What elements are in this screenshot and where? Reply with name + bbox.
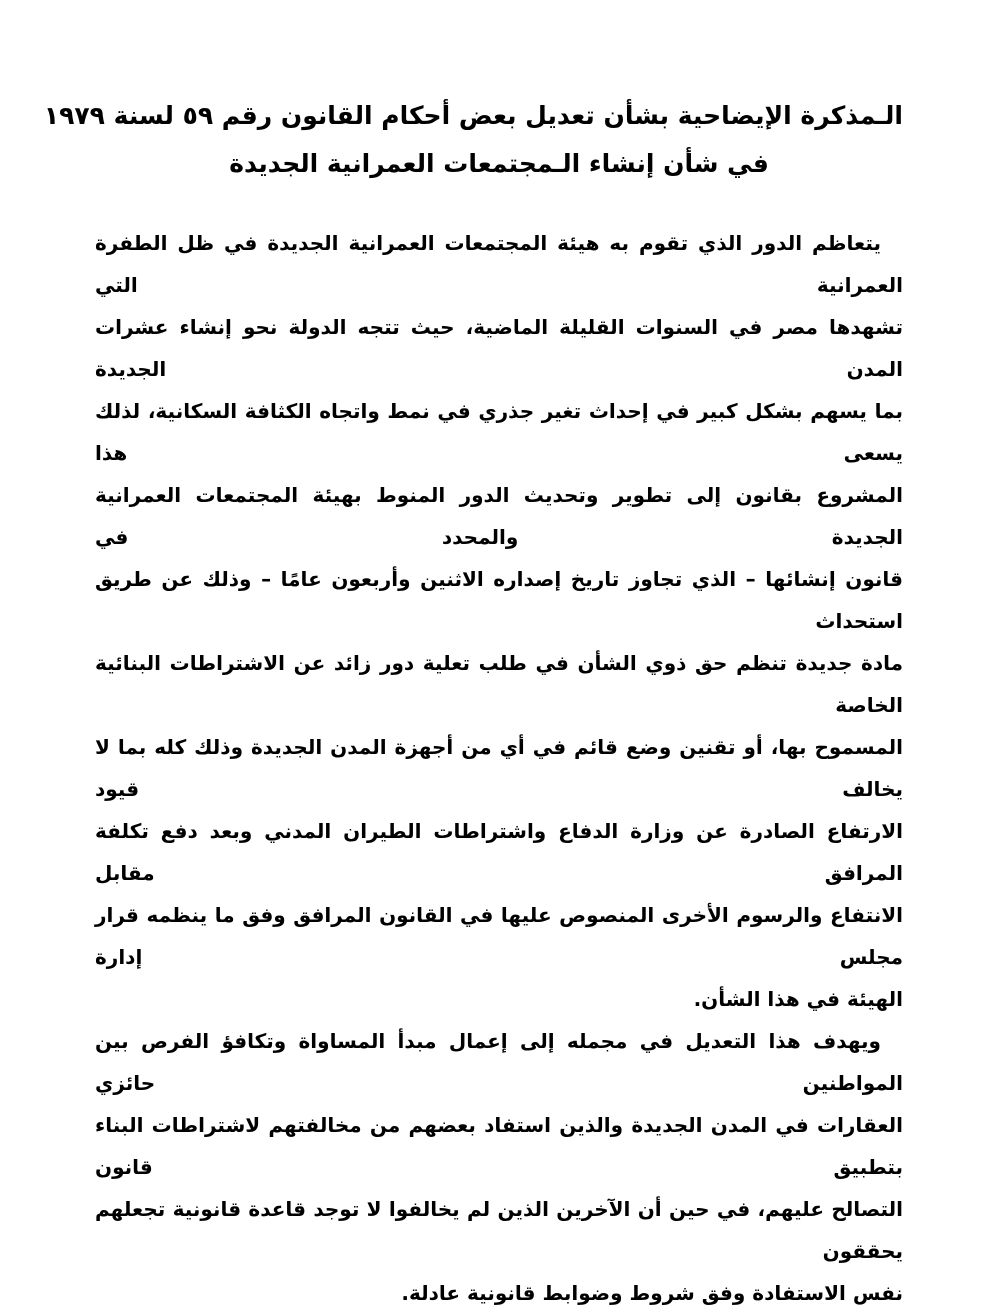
paragraph-line: المسموح بها، أو تقنين وضع قائم في أي من أجهزة المدن الجديدة وذلك كله بما لا يخالف قيود [95,735,903,801]
paragraph-line: التصالح عليهم، في حين أن الآخرين الذين لم يخالفوا لا توجد قاعدة قانونية تجعلهم يحققون [95,1197,903,1263]
paragraph-line: بما يسهم بشكل كبير في إحداث تغير جذري في نمط واتجاه الكثافة السكانية، لذلك يسعى هذا [95,399,903,465]
paragraph-line: المشروع بقانون إلى تطوير وتحديث الدور المنوط بهيئة المجتمعات العمرانية الجديدة والمحدد في [95,483,903,549]
paragraph-line: تشهدها مصر في السنوات القليلة الماضية، حيث تتجه الدولة نحو إنشاء عشرات المدن الجديدة [95,315,903,381]
paragraph-line: نفس الاستفادة وفق شروط وضوابط قانونية عادلة. [401,1281,903,1305]
paragraph-line: العقارات في المدن الجديدة والذين استفاد بعضهم من مخالفتهم لاشتراطات البناء بتطبيق قانون [95,1113,903,1179]
paragraph-line: ويهدف هذا التعديل في مجمله إلى إعمال مبدأ المساواة وتكافؤ الفرص بين المواطنين حائزي [95,1029,903,1095]
paragraph-2 [95,1020,903,1314]
paragraph-line: الارتفاع الصادرة عن وزارة الدفاع واشتراطات الطيران المدني وبعد دفع تكلفة المرافق مقابل [95,819,903,885]
title-line-2: في شأن إنشاء الـمجتمعات العمرانية الجديدة [229,149,769,178]
paragraph-line: الهيئة في هذا الشأن. [693,987,903,1011]
paragraph-line: مادة جديدة تنظم حق ذوي الشأن في طلب تعلية دور زائد عن الاشتراطات البنائية الخاصة [95,651,903,717]
paragraph-1 [95,222,903,1020]
document-body [95,222,903,1314]
paragraph-line: قانون إنشائها – الذي تجاوز تاريخ إصداره الاثنين وأربعون عامًا – وذلك عن طريق استحداث [95,567,903,633]
paragraph-line: يتعاظم الدور الذي تقوم به هيئة المجتمعات العمرانية الجديدة في ظل الطفرة العمرانية التي [95,231,903,297]
title-line-1: الـمذكرة الإيضاحية بشأن تعديل بعض أحكام القانون رقم ٥٩ لسنة ١٩٧٩ [43,101,903,130]
document-title [43,92,903,188]
paragraph-line: الانتفاع والرسوم الأخرى المنصوص عليها في القانون المرافق وفق ما ينظمه قرار مجلس إدارة [95,903,903,969]
